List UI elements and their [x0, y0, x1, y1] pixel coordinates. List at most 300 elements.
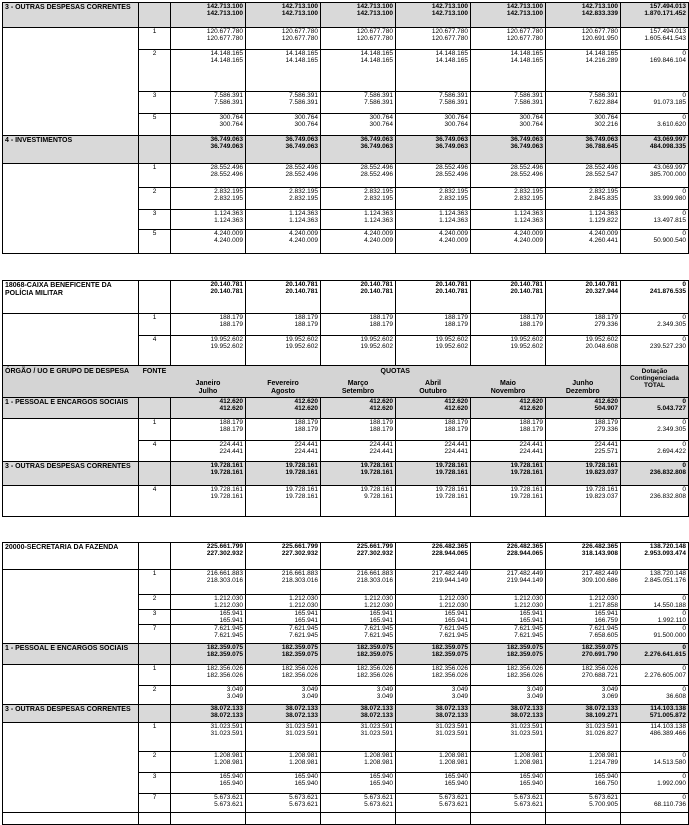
quota-cell — [246, 281, 321, 314]
quota-cell — [171, 665, 246, 686]
value-bottom: 182.356.026 — [206, 671, 243, 679]
value-bottom: 120.677.780 — [281, 34, 318, 42]
value-bottom: 236.832.808 — [649, 468, 686, 476]
month-second-semester: Julho — [198, 387, 218, 395]
value-bottom: 218.303.016 — [356, 576, 393, 584]
value-bottom: 19.823.037 — [585, 468, 618, 476]
fonte-number: 2 — [152, 595, 157, 602]
value-bottom: 19.823.037 — [585, 492, 618, 500]
quota-cell — [471, 543, 546, 570]
value-bottom: 225.571 — [594, 447, 618, 455]
quota-cell — [546, 723, 621, 752]
value-top: 0 — [682, 686, 686, 694]
value-top: 38.072.133 — [360, 705, 393, 713]
value-bottom: 188.179 — [519, 425, 543, 433]
fonte-row — [3, 28, 689, 50]
value-top: 138.720.148 — [649, 543, 686, 550]
value-top: 188.179 — [369, 419, 393, 426]
value-bottom: 7.586.391 — [439, 98, 468, 106]
value-bottom: 3.049 — [226, 692, 243, 700]
value-bottom: 38.072.133 — [210, 711, 243, 719]
quota-cell — [246, 462, 321, 486]
value-top: 0 — [682, 595, 686, 602]
quota-cell — [396, 543, 471, 570]
value-bottom: 300.764 — [294, 120, 318, 128]
value-bottom: 2.832.195 — [439, 194, 468, 202]
quota-cell — [246, 644, 321, 665]
value-top: 43.069.997 — [653, 164, 686, 171]
value-top: 188.179 — [219, 419, 243, 426]
quota-cell — [171, 686, 246, 705]
quota-cell — [171, 50, 246, 92]
value-top: 19.728.161 — [285, 486, 318, 493]
value-bottom: 120.677.780 — [206, 34, 243, 42]
quota-cell — [471, 188, 546, 210]
quota-cell — [171, 136, 246, 164]
value-top: 216.661.883 — [356, 570, 393, 577]
value-top: 1.124.363 — [289, 210, 318, 217]
quota-cell — [396, 398, 471, 419]
fonte-number: 4 — [152, 336, 157, 343]
value-bottom: 14.148.165 — [285, 56, 318, 64]
label-spacer — [3, 486, 139, 517]
value-top: 4.240.009 — [589, 230, 618, 237]
value-bottom: 165.941 — [519, 616, 543, 624]
value-bottom: 7.586.391 — [514, 98, 543, 106]
value-top: 20.140.781 — [285, 281, 318, 288]
value-bottom: 19.728.161 — [285, 492, 318, 500]
quota-cell — [171, 773, 246, 794]
value-top: 0 — [682, 794, 686, 802]
dotacao-cell — [621, 543, 689, 570]
quota-cell — [246, 398, 321, 419]
quota-cell — [546, 644, 621, 665]
value-bottom: 182.356.026 — [506, 671, 543, 679]
dotacao-cell — [621, 595, 689, 610]
value-top: 4.240.009 — [289, 230, 318, 237]
value-bottom: 182.359.075 — [206, 650, 243, 658]
value-top: 3.049 — [226, 686, 243, 694]
value-bottom: 28.552.496 — [510, 170, 543, 178]
value-bottom: 2.832.195 — [364, 194, 393, 202]
value-top: 0 — [682, 398, 686, 405]
quota-cell — [246, 752, 321, 773]
month-first-semester: Março — [347, 379, 369, 387]
fonte-number: 1 — [152, 570, 157, 577]
value-top: 38.072.133 — [510, 705, 543, 713]
value-bottom: 7.586.391 — [289, 98, 318, 106]
dotacao-cell — [621, 50, 689, 92]
fonte-cell — [139, 723, 171, 752]
quota-cell — [171, 92, 246, 114]
quota-cell — [246, 336, 321, 366]
value-bottom: 36.749.063 — [210, 142, 243, 150]
quota-cell — [396, 595, 471, 610]
value-top: 0 — [682, 441, 686, 448]
value-bottom: 182.359.075 — [356, 650, 393, 658]
group-label: 4 - INVESTIMENTOS — [5, 137, 73, 144]
value-bottom: 182.359.075 — [281, 650, 318, 658]
value-bottom: 224.441 — [294, 447, 318, 455]
quota-cell — [246, 92, 321, 114]
fonte-cell — [139, 210, 171, 230]
dotacao-cell — [621, 644, 689, 665]
value-top: 14.148.165 — [285, 50, 318, 57]
value-bottom: 31.023.591 — [435, 729, 468, 737]
value-bottom: 7.621.945 — [289, 631, 318, 639]
quota-cell — [171, 210, 246, 230]
value-bottom: 165.940 — [369, 779, 393, 787]
value-top: 182.356.026 — [281, 665, 318, 673]
fonte-cell — [139, 625, 171, 644]
dotacao-cell — [621, 419, 689, 441]
quota-cell — [546, 441, 621, 462]
value-bottom: 4.240.009 — [439, 236, 468, 244]
value-bottom: 5.673.621 — [214, 800, 243, 808]
value-top: 1.208.981 — [214, 752, 243, 760]
value-top: 1.208.981 — [514, 752, 543, 760]
value-bottom: 142.713.100 — [506, 9, 543, 17]
value-top: 7.621.945 — [589, 625, 618, 633]
value-top: 19.728.161 — [285, 462, 318, 469]
value-bottom: 2.349.305 — [657, 320, 686, 328]
value-top: 157.494.013 — [649, 3, 686, 10]
value-top: 1.212.030 — [589, 595, 618, 602]
value-bottom: 4.240.009 — [364, 236, 393, 244]
value-top: 4.240.009 — [514, 230, 543, 237]
value-top: 188.179 — [444, 419, 468, 426]
value-bottom: 19.728.161 — [285, 468, 318, 476]
quota-cell — [546, 570, 621, 595]
value-top: 28.552.496 — [360, 164, 393, 171]
month-second-semester: Outubro — [419, 387, 447, 395]
quota-cell — [471, 164, 546, 188]
column-header-month — [171, 379, 246, 398]
value-top: 165.941 — [369, 610, 393, 618]
value-top: 20.140.781 — [435, 281, 468, 288]
value-top: 5.673.621 — [214, 794, 243, 802]
value-bottom: 5.043.727 — [657, 404, 686, 412]
value-bottom: 279.336 — [594, 320, 618, 328]
value-bottom: 1.992.110 — [657, 616, 686, 624]
quota-cell — [546, 794, 621, 813]
budget-table — [2, 542, 689, 825]
value-top: 19.952.602 — [510, 336, 543, 343]
value-bottom: 1.124.363 — [364, 216, 393, 224]
value-top: 19.952.602 — [285, 336, 318, 343]
value-top: 142.713.100 — [281, 3, 318, 10]
quota-cell — [546, 773, 621, 794]
value-top: 225.661.799 — [206, 543, 243, 550]
value-bottom: 3.610.620 — [657, 120, 686, 128]
value-top: 165.941 — [444, 610, 468, 618]
value-bottom: 166.759 — [594, 616, 618, 624]
value-top: 38.072.133 — [585, 705, 618, 713]
value-top: 165.941 — [519, 610, 543, 618]
value-top: 142.713.100 — [356, 3, 393, 10]
value-bottom: 5.673.621 — [289, 800, 318, 808]
value-top: 188.179 — [294, 419, 318, 426]
quota-cell — [171, 164, 246, 188]
value-bottom: 188.179 — [294, 425, 318, 433]
quota-cell — [546, 164, 621, 188]
dotacao-cell — [621, 114, 689, 136]
quota-cell — [321, 705, 396, 723]
quota-cell — [546, 610, 621, 625]
value-bottom: 142.833.339 — [581, 9, 618, 17]
value-top: 28.552.496 — [210, 164, 243, 171]
quota-cell — [246, 441, 321, 462]
value-top: 0 — [682, 50, 686, 57]
label-spacer — [3, 723, 139, 813]
value-top: 300.764 — [444, 114, 468, 121]
quota-cell — [546, 188, 621, 210]
quota-cell — [471, 462, 546, 486]
fonte-number: 1 — [152, 723, 157, 731]
value-top: 20.140.781 — [360, 281, 393, 288]
value-bottom: 38.072.133 — [435, 711, 468, 719]
value-bottom: 165.940 — [294, 779, 318, 787]
value-bottom: 3.049 — [451, 692, 468, 700]
value-top: 0 — [682, 281, 686, 288]
fonte-number: 7 — [152, 794, 157, 802]
value-top: 182.359.075 — [356, 644, 393, 652]
value-top: 3.049 — [376, 686, 393, 694]
value-top: 0 — [682, 752, 686, 760]
quota-cell — [321, 441, 396, 462]
quota-cell — [396, 686, 471, 705]
value-bottom: 188.179 — [219, 320, 243, 328]
value-bottom: 236.832.808 — [649, 492, 686, 500]
value-top: 7.621.945 — [514, 625, 543, 633]
quota-cell — [321, 230, 396, 254]
value-bottom: 2.276.605.007 — [644, 671, 686, 679]
value-top: 14.148.165 — [585, 50, 618, 57]
value-top: 300.764 — [219, 114, 243, 121]
value-top: 3.049 — [451, 686, 468, 694]
quota-cell — [546, 419, 621, 441]
value-top: 0 — [682, 625, 686, 633]
value-bottom: 1.212.030 — [214, 601, 243, 609]
quota-cell — [321, 28, 396, 50]
dotacao-cell — [621, 462, 689, 486]
quota-cell — [321, 281, 396, 314]
value-top: 224.441 — [519, 441, 543, 448]
value-bottom: 5.673.621 — [514, 800, 543, 808]
dotacao-cell — [621, 136, 689, 164]
quota-cell — [246, 314, 321, 336]
value-top: 188.179 — [369, 314, 393, 321]
value-top: 142.713.100 — [581, 3, 618, 10]
fonte-number: 5 — [152, 230, 157, 237]
value-bottom: 169.846.104 — [649, 56, 686, 64]
value-top: 2.832.195 — [589, 188, 618, 195]
value-bottom: 91.500.000 — [653, 631, 686, 639]
page-gap — [2, 517, 688, 542]
quota-cell — [246, 595, 321, 610]
value-bottom: 1.124.363 — [514, 216, 543, 224]
value-top: 14.148.165 — [435, 50, 468, 57]
value-bottom: 1.212.030 — [289, 601, 318, 609]
value-top: 19.728.161 — [510, 486, 543, 493]
value-bottom: 165.941 — [444, 616, 468, 624]
value-top: 300.764 — [369, 114, 393, 121]
fonte-row — [3, 314, 689, 336]
dotacao-cell — [621, 3, 689, 28]
group-header-row — [3, 644, 689, 665]
value-bottom: 1.870.171.452 — [644, 9, 686, 17]
quota-cell — [546, 136, 621, 164]
value-top: 1.124.363 — [514, 210, 543, 217]
fonte-cell — [139, 794, 171, 813]
value-bottom: 227.302.932 — [206, 549, 243, 557]
value-bottom: 228.944.065 — [431, 549, 468, 557]
value-top: 120.677.780 — [581, 28, 618, 35]
quota-cell — [471, 50, 546, 92]
group-label-cell — [3, 462, 139, 486]
value-bottom: 38.109.271 — [585, 711, 618, 719]
value-bottom: 142.713.100 — [281, 9, 318, 17]
quota-cell — [171, 752, 246, 773]
value-top: 226.482.365 — [581, 543, 618, 550]
value-top: 0 — [682, 314, 686, 321]
value-bottom: 188.179 — [519, 320, 543, 328]
org-label: 18068-CAIXA BENEFICENTE DA POLÍCIA MILITAR — [5, 282, 112, 297]
value-bottom: 1.992.090 — [657, 779, 686, 787]
value-top: 7.586.391 — [214, 92, 243, 99]
quota-cell — [321, 419, 396, 441]
month-first-semester: Maio — [500, 379, 516, 387]
value-top: 226.482.365 — [431, 543, 468, 550]
quota-cell — [246, 164, 321, 188]
value-bottom: 3.069 — [601, 692, 618, 700]
value-bottom: 28.552.496 — [210, 170, 243, 178]
dotacao-cell — [621, 314, 689, 336]
value-bottom: 1.605.641.543 — [644, 34, 686, 42]
value-bottom: 38.072.133 — [285, 711, 318, 719]
quota-cell — [396, 114, 471, 136]
value-bottom: 19.728.161 — [435, 468, 468, 476]
fonte-number: 3 — [152, 773, 157, 781]
fonte-cell — [139, 486, 171, 517]
quota-cell — [171, 543, 246, 570]
value-top: 1.124.363 — [214, 210, 243, 217]
dotacao-cell — [621, 230, 689, 254]
value-bottom: 182.356.026 — [356, 671, 393, 679]
value-top: 43.069.997 — [653, 136, 686, 143]
group-label-cell — [3, 136, 139, 164]
quota-cell — [171, 570, 246, 595]
quota-cell — [171, 188, 246, 210]
value-bottom: 20.048.608 — [585, 342, 618, 350]
value-top: 4.240.009 — [439, 230, 468, 237]
quota-cell — [171, 610, 246, 625]
quota-cell — [471, 705, 546, 723]
quota-cell — [546, 92, 621, 114]
value-top: 120.677.780 — [356, 28, 393, 35]
value-top: 19.952.602 — [435, 336, 468, 343]
value-top: 31.023.591 — [285, 723, 318, 731]
value-top: 165.941 — [594, 610, 618, 618]
quota-cell — [171, 462, 246, 486]
value-top: 120.677.780 — [281, 28, 318, 35]
value-top: 120.677.780 — [431, 28, 468, 35]
value-bottom: 14.148.165 — [210, 56, 243, 64]
value-bottom: 38.072.133 — [510, 711, 543, 719]
value-bottom: 31.023.591 — [510, 729, 543, 737]
value-bottom: 36.608 — [666, 692, 686, 700]
value-bottom: 182.356.026 — [281, 671, 318, 679]
value-bottom: 279.336 — [594, 425, 618, 433]
month-second-semester: Dezembro — [565, 387, 600, 395]
group-label-cell — [3, 3, 139, 28]
value-top: 38.072.133 — [435, 705, 468, 713]
fonte-cell — [139, 686, 171, 705]
quota-cell — [246, 28, 321, 50]
quota-cell — [171, 336, 246, 366]
value-top: 0 — [682, 665, 686, 673]
value-bottom: 486.389.466 — [649, 729, 686, 737]
quota-cell — [321, 398, 396, 419]
value-bottom: 188.179 — [369, 320, 393, 328]
value-bottom: 318.143.908 — [581, 549, 618, 557]
quota-cell — [171, 441, 246, 462]
value-top: 28.552.496 — [510, 164, 543, 171]
fonte-cell — [139, 188, 171, 210]
value-top: 20.140.781 — [210, 281, 243, 288]
value-top: 0 — [682, 92, 686, 99]
value-top: 182.356.026 — [506, 665, 543, 673]
value-bottom: 412.620 — [369, 404, 393, 412]
value-bottom: 7.621.945 — [439, 631, 468, 639]
dotacao-header-line: Dotação — [641, 368, 668, 375]
value-bottom: 2.953.093.474 — [644, 549, 686, 557]
quota-cell — [321, 314, 396, 336]
value-top: 1.212.030 — [514, 595, 543, 602]
quota-cell — [396, 665, 471, 686]
quota-cell — [321, 543, 396, 570]
quota-cell — [246, 794, 321, 813]
value-top: 188.179 — [519, 314, 543, 321]
column-header-fonte: FONTE — [139, 366, 171, 398]
column-header-dotacao — [621, 366, 689, 398]
fonte-cell — [139, 610, 171, 625]
quota-cell — [321, 92, 396, 114]
fonte-row — [3, 164, 689, 188]
value-top: 19.728.161 — [210, 462, 243, 469]
value-bottom: 7.586.391 — [214, 98, 243, 106]
value-top: 19.728.161 — [585, 462, 618, 469]
quota-cell — [471, 136, 546, 164]
org-header-row — [3, 281, 689, 314]
quota-cell — [246, 625, 321, 644]
value-top: 188.179 — [294, 314, 318, 321]
value-bottom: 3.049 — [376, 692, 393, 700]
value-top: 36.749.063 — [285, 136, 318, 143]
value-top: 300.764 — [519, 114, 543, 121]
value-top: 7.586.391 — [439, 92, 468, 99]
value-bottom: 224.441 — [369, 447, 393, 455]
fonte-cell — [139, 462, 171, 486]
fonte-cell — [139, 570, 171, 595]
value-bottom: 20.140.781 — [510, 287, 543, 295]
value-bottom: 300.764 — [519, 120, 543, 128]
value-top: 142.713.100 — [206, 3, 243, 10]
dotacao-cell — [621, 486, 689, 517]
value-bottom: 2.276.641.615 — [644, 650, 686, 658]
fonte-number: 2 — [152, 50, 157, 57]
fonte-cell — [139, 644, 171, 665]
